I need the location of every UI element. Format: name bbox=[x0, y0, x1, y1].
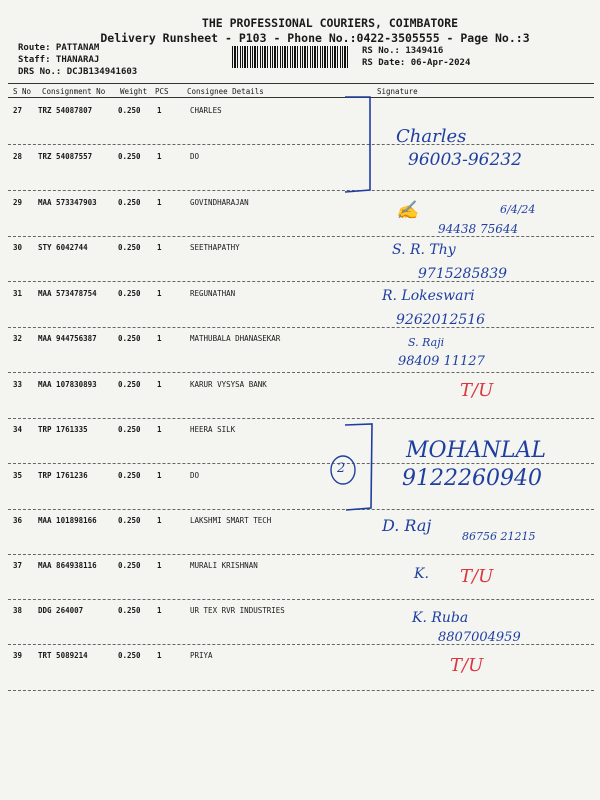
row-consignee: PRIYA bbox=[190, 651, 213, 660]
row-consignee: UR TEX RVR INDUSTRIES bbox=[190, 606, 285, 615]
company-title: THE PROFESSIONAL COURIERS, COIMBATORE bbox=[201, 16, 459, 30]
row-sno: 35 bbox=[13, 471, 23, 480]
not-delivered-mark: T/U bbox=[460, 566, 494, 587]
handwritten-phone: 8807004959 bbox=[438, 630, 521, 645]
signature-text: D. Raj bbox=[382, 516, 432, 535]
row-sno: 38 bbox=[13, 606, 23, 615]
handwritten-phone: 94438 75644 bbox=[438, 222, 519, 236]
row-pcs: 1 bbox=[157, 516, 162, 525]
row-consignment: MAA 573478754 bbox=[38, 289, 97, 298]
rs-number: RS No.: 1349416 bbox=[362, 46, 444, 56]
row-weight: 0.250 bbox=[118, 380, 141, 389]
signature-text: Charles bbox=[396, 126, 467, 147]
handwritten-phone: 98409 11127 bbox=[398, 354, 485, 369]
row-sno: 28 bbox=[13, 152, 23, 161]
signature-text: MOHANLAL bbox=[406, 438, 546, 463]
col-header-pcs: PCS bbox=[155, 87, 169, 96]
row-sno: 29 bbox=[13, 198, 23, 207]
row-sno: 34 bbox=[13, 425, 23, 434]
row-weight: 0.250 bbox=[118, 561, 141, 570]
row-consignment: MAA 101898166 bbox=[38, 516, 97, 525]
row-pcs: 1 bbox=[157, 106, 162, 115]
row-sno: 37 bbox=[13, 561, 23, 570]
handwritten-phone: 9122260940 bbox=[402, 466, 542, 491]
row-pcs: 1 bbox=[157, 380, 162, 389]
row-weight: 0.250 bbox=[118, 152, 141, 161]
row-weight: 0.250 bbox=[118, 471, 141, 480]
row-sno: 27 bbox=[13, 106, 23, 115]
row-consignment: TRT 5089214 bbox=[38, 651, 88, 660]
row-sno: 33 bbox=[13, 380, 23, 389]
signature-text: R. Lokeswari bbox=[382, 288, 475, 304]
row-pcs: 1 bbox=[157, 425, 162, 434]
handwritten-phone: 96003-96232 bbox=[408, 150, 522, 170]
row-consignee: REGUNATHAN bbox=[190, 289, 236, 298]
row-weight: 0.250 bbox=[118, 106, 141, 115]
row-pcs: 1 bbox=[157, 561, 162, 570]
row-sno: 36 bbox=[13, 516, 23, 525]
signature-mark: ✍ bbox=[396, 200, 419, 221]
row-weight: 0.250 bbox=[118, 651, 141, 660]
signature-text: K. bbox=[414, 566, 429, 582]
row-weight: 0.250 bbox=[118, 289, 141, 298]
row-consignee: CHARLES bbox=[190, 106, 222, 115]
row-consignment: MAA 944756387 bbox=[38, 334, 97, 343]
row-consignee: GOVINDHARAJAN bbox=[190, 198, 249, 207]
row-consignee: KARUR VYSYSA BANK bbox=[190, 380, 267, 389]
row-consignee: SEETHAPATHY bbox=[190, 243, 240, 252]
row-consignment: MAA 573347903 bbox=[38, 198, 97, 207]
row-consignment: MAA 864938116 bbox=[38, 561, 97, 570]
route-label: Route: PATTANAM bbox=[18, 43, 100, 53]
row-consignment: MAA 107830893 bbox=[38, 380, 97, 389]
col-header-signature: Signature bbox=[377, 87, 418, 96]
col-header-consignment: Consignment No bbox=[42, 87, 106, 96]
row-sno: 32 bbox=[13, 334, 23, 343]
row-sno: 30 bbox=[13, 243, 23, 252]
row-weight: 0.250 bbox=[118, 198, 141, 207]
signature-text: S. Raji bbox=[408, 336, 445, 349]
circled-number: 2 bbox=[337, 461, 346, 476]
row-pcs: 1 bbox=[157, 471, 162, 480]
not-delivered-mark: T/U bbox=[450, 655, 484, 676]
col-header-sno: S No bbox=[13, 87, 32, 96]
handwritten-phone: 9262012516 bbox=[396, 312, 486, 328]
row-pcs: 1 bbox=[157, 651, 162, 660]
row-consignment: STY 6042744 bbox=[38, 243, 88, 252]
row-weight: 0.250 bbox=[118, 425, 141, 434]
row-consignment: TRZ 54087557 bbox=[38, 152, 93, 161]
staff-label: Staff: THANARAJ bbox=[18, 55, 100, 65]
row-consignee: DO bbox=[190, 471, 200, 480]
handwritten-phone: 9715285839 bbox=[418, 266, 508, 282]
row-pcs: 1 bbox=[157, 152, 162, 161]
row-consignment: TRP 1761335 bbox=[38, 425, 88, 434]
row-consignment: DDG 264007 bbox=[38, 606, 84, 615]
rs-date: RS Date: 06-Apr-2024 bbox=[362, 58, 471, 68]
handwritten-date: 6/4/24 bbox=[500, 203, 536, 216]
handwritten-phone: 86756 21215 bbox=[462, 530, 536, 543]
row-weight: 0.250 bbox=[118, 243, 141, 252]
runsheet-subtitle: Delivery Runsheet - P103 - Phone No.:0422-3505555 - Page No.:3 bbox=[100, 31, 530, 45]
row-consignee: LAKSHMI SMART TECH bbox=[190, 516, 272, 525]
row-consignee: HEERA SILK bbox=[190, 425, 236, 434]
row-weight: 0.250 bbox=[118, 606, 141, 615]
row-sno: 39 bbox=[13, 651, 23, 660]
col-header-weight: Weight bbox=[120, 87, 148, 96]
row-sno: 31 bbox=[13, 289, 23, 298]
col-header-consignee: Consignee Details bbox=[187, 87, 264, 96]
row-consignment: TRZ 54087807 bbox=[38, 106, 93, 115]
signature-text: K. Ruba bbox=[412, 610, 469, 626]
drs-number: DRS No.: DCJB134941603 bbox=[18, 67, 138, 77]
signature-text: S. R. Thy bbox=[392, 242, 456, 258]
row-pcs: 1 bbox=[157, 243, 162, 252]
row-consignee: MATHUBALA DHANASEKAR bbox=[190, 334, 281, 343]
row-consignee: DO bbox=[190, 152, 200, 161]
row-pcs: 1 bbox=[157, 606, 162, 615]
row-weight: 0.250 bbox=[118, 516, 141, 525]
row-pcs: 1 bbox=[157, 198, 162, 207]
row-pcs: 1 bbox=[157, 334, 162, 343]
row-pcs: 1 bbox=[157, 289, 162, 298]
row-weight: 0.250 bbox=[118, 334, 141, 343]
bracket-mark bbox=[345, 97, 370, 192]
row-consignee: MURALI KRISHNAN bbox=[190, 561, 258, 570]
not-delivered-mark: T/U bbox=[460, 380, 494, 401]
bracket-mark bbox=[345, 424, 372, 510]
row-consignment: TRP 1761236 bbox=[38, 471, 88, 480]
